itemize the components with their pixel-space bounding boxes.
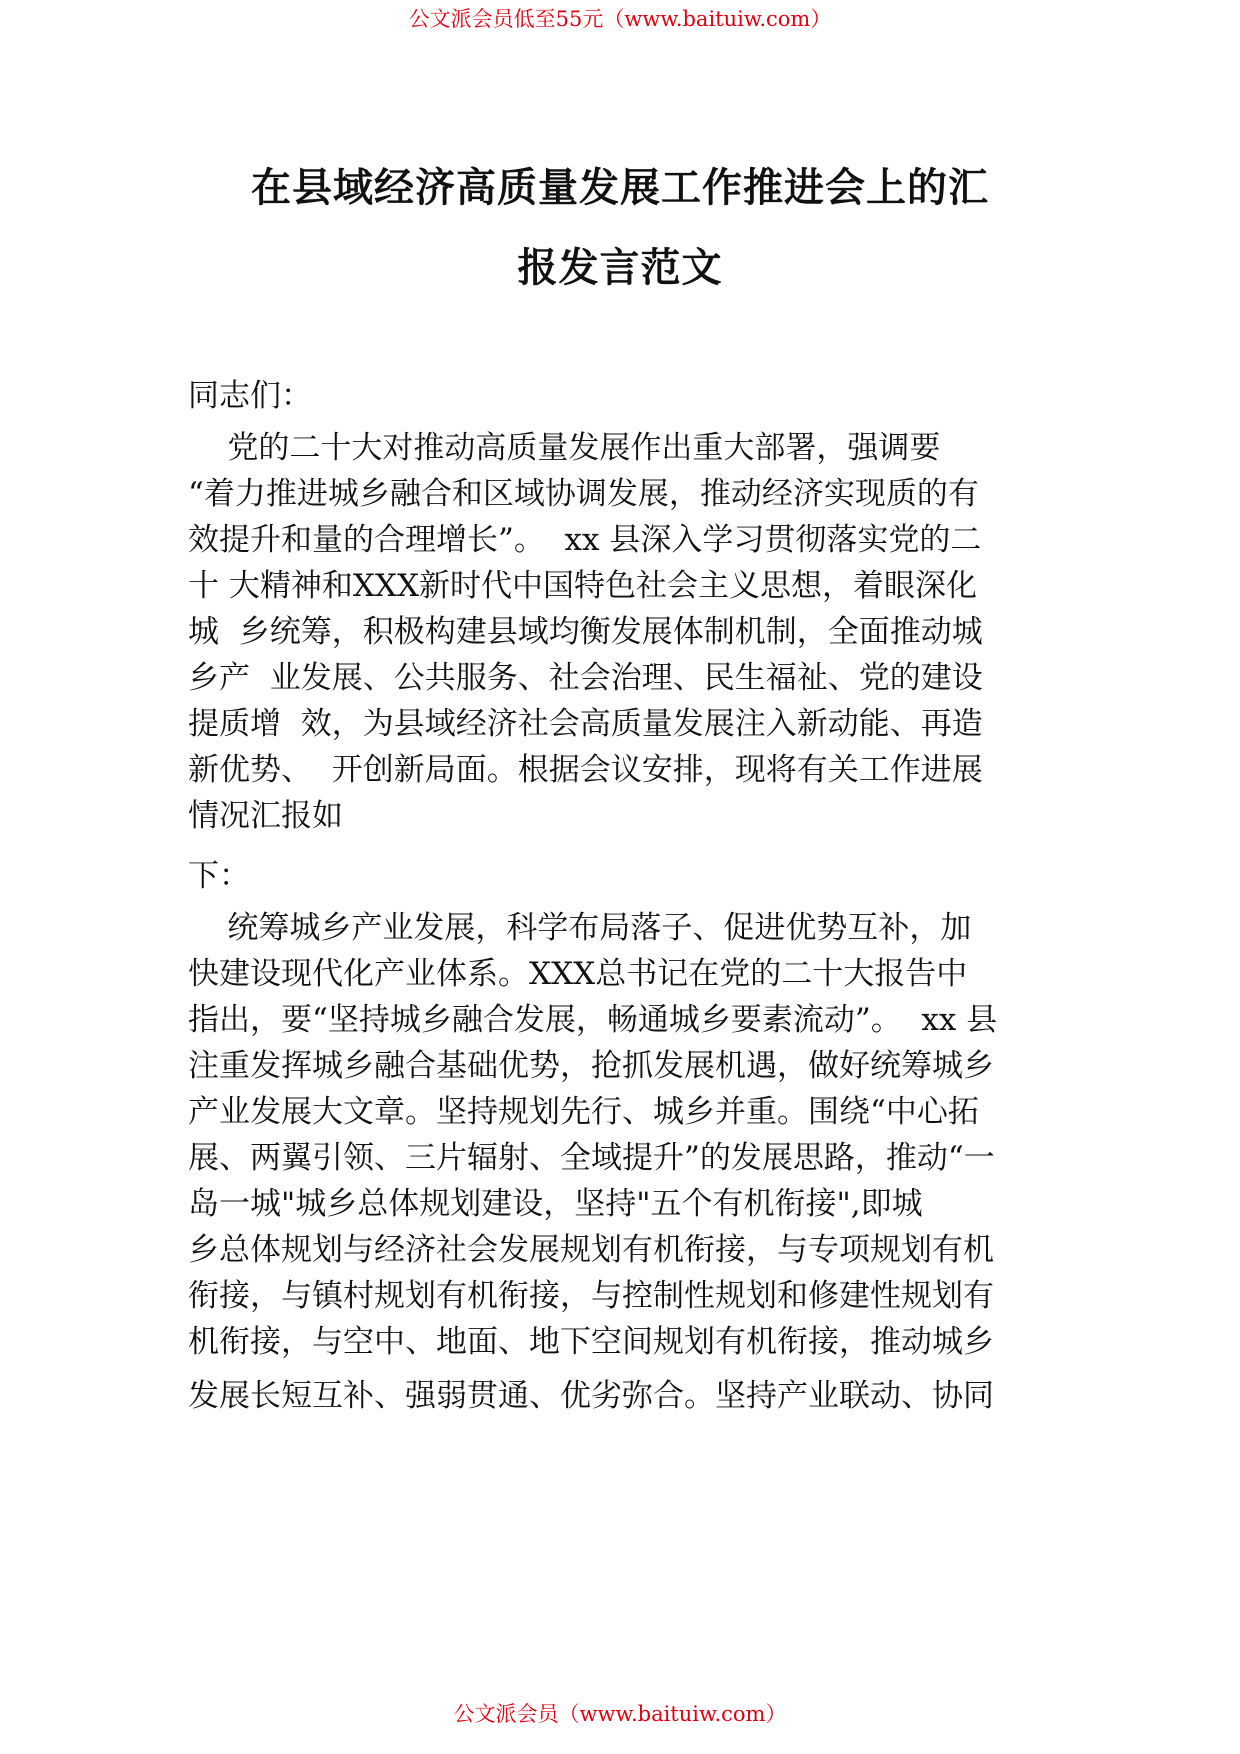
body-line: 乡产 业发展、公共服务、社会治理、民生福祉、党的建设: [188, 660, 983, 696]
document-title-line-2: 报发言范文: [517, 245, 723, 291]
body-line: “着力推进城乡融合和区域协调发展，推动经济实现质的有: [188, 476, 979, 512]
body-line: 提质增 效，为县域经济社会高质量发展注入新动能、再造: [188, 706, 983, 742]
body-line: 机衔接，与空中、地面、地下空间规划有机衔接，推动城乡: [188, 1324, 994, 1360]
body-line: 效提升和量的合理增长”。 xx 县深入学习贯彻落实党的二: [188, 522, 982, 558]
footer-ad-banner: 公文派会员（www.baituiw.com）: [453, 1702, 787, 1726]
header-ad-banner: 公文派会员低至55元（www.baituiw.com）: [408, 7, 832, 31]
document-title: [190, 148, 1050, 308]
body-line: 衔接，与镇村规划有机衔接，与控制性规划和修建性规划有: [188, 1278, 994, 1314]
body-line: 产业发展大文章。坚持规划先行、城乡并重。围绕“中心拓: [188, 1094, 979, 1130]
body-line: 统筹城乡产业发展，科学布局落子、促进优势互补，加: [188, 910, 972, 946]
body-line: 岛一城"城乡总体规划建设，坚持"五个有机衔接",即城: [188, 1186, 923, 1222]
body-line: 城 乡统筹，积极构建县域均衡发展体制机制，全面推动城: [188, 614, 983, 650]
body-line: 展、两翼引领、三片辐射、全域提升”的发展思路，推动“一: [188, 1140, 995, 1176]
body-line: 指出，要“坚持城乡融合发展，畅通城乡要素流动”。 xx 县: [188, 1002, 998, 1038]
body-line: 新优势、 开创新局面。根据会议安排，现将有关工作进展: [188, 752, 983, 788]
body-line: 快建设现代化产业体系。XXX总书记在党的二十大报告中: [188, 956, 968, 992]
body-line: 乡总体规划与经济社会发展规划有机衔接，与专项规划有机: [188, 1232, 994, 1268]
body-line: 情况汇报如: [188, 798, 343, 834]
body-line: 下：: [188, 858, 250, 894]
body-line: 注重发挥城乡融合基础优势，抢抓发展机遇，做好统筹城乡: [188, 1048, 994, 1084]
salutation: 同志们：: [188, 378, 312, 414]
document-title-line-1: 在县域经济高质量发展工作推进会上的汇: [251, 165, 989, 211]
body-line: 党的二十大对推动高质量发展作出重大部署，强调要: [188, 430, 941, 466]
body-line: 十 大精神和XXX新时代中国特色社会主义思想，着眼深化: [188, 568, 978, 604]
body-line: 发展长短互补、强弱贯通、优劣弥合。坚持产业联动、协同: [188, 1378, 994, 1414]
